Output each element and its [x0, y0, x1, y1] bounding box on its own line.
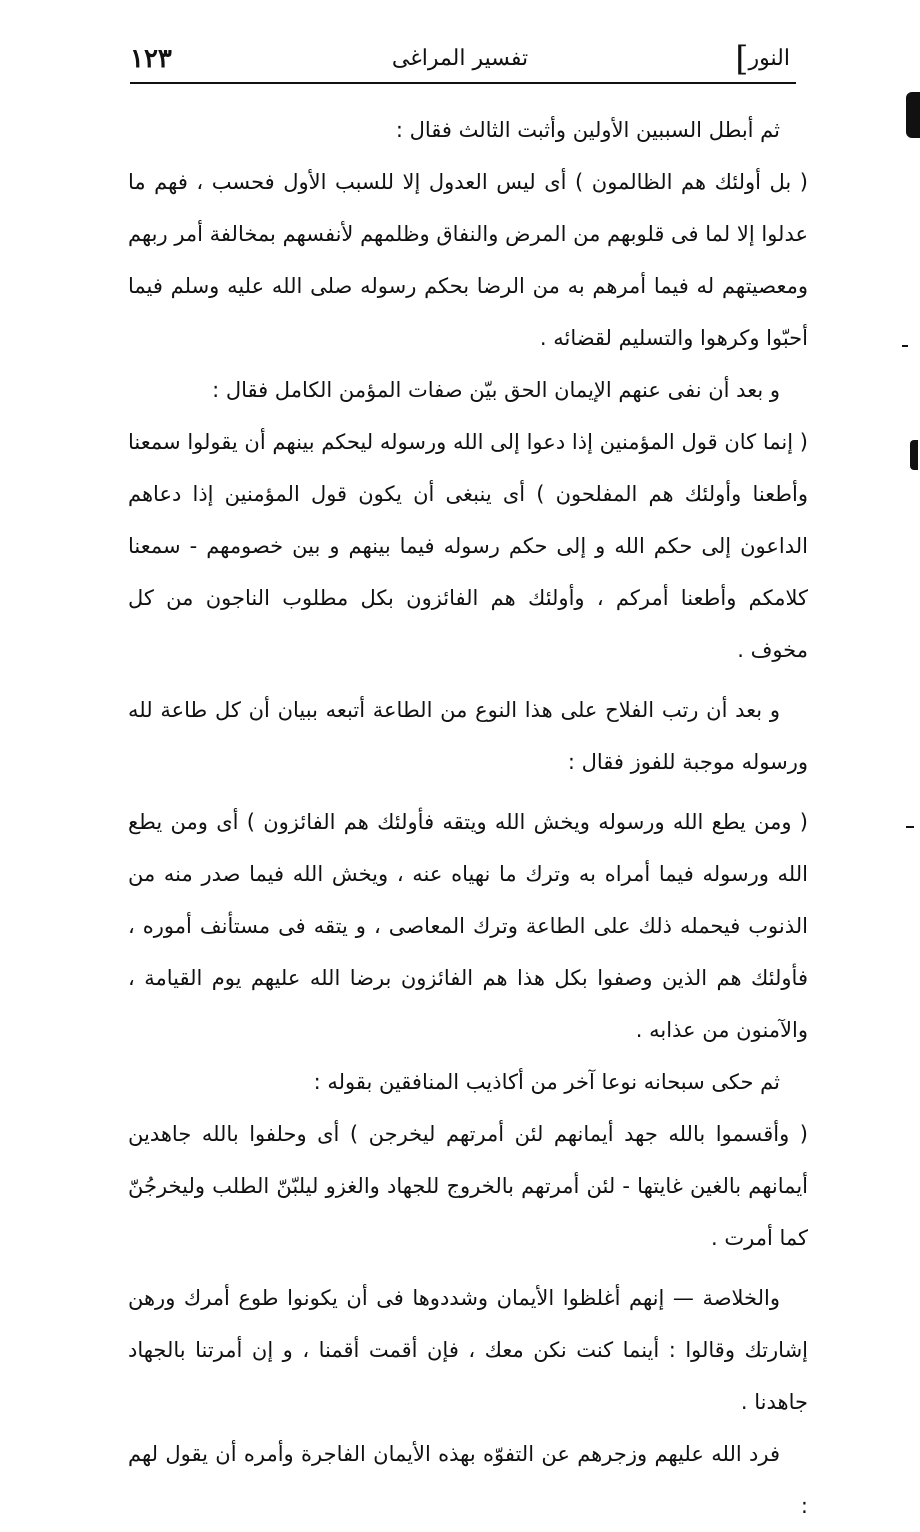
page-header	[130, 36, 790, 80]
paragraph: و بعد أن نفى عنهم الإيمان الحق بيّن صفات المؤمن الكامل فقال :	[212, 378, 780, 402]
page-body	[128, 104, 808, 1532]
paragraph: فرد الله عليهم وزجرهم عن التفوّه بهذه الأيمان الفاجرة وأمره أن يقول لهم :	[128, 1442, 808, 1518]
paragraph: ثم أبطل السببين الأولين وأثبت الثالث فقال :	[395, 118, 780, 142]
surah-name-group	[729, 39, 790, 79]
header-rule	[130, 82, 796, 84]
paragraph: ( بل أولئك هم الظالمون ) أى ليس العدول إلا للسبب الأول فحسب ، فهم ما عدلوا إلا لما فى قلوبهم من المرض والنفاق وظلمهم لأنفسهم بمخالفة أمر ربهم ومعصيتهم له فيما أمرهم به من الرضا بحكم رسوله صلى الله عليه وسلم فيما أحبّوا وكرهوا والتسليم لقضائه .	[128, 170, 808, 350]
paragraph: ( ومن يطع الله ورسوله ويخش الله ويتقه فأولئك هم الفائزون ) أى ومن يطع الله ورسوله فيما أمراه به وترك ما نهياه عنه ، ويخش الله فيما صدر منه من الذنوب فيحمله ذلك على الطاعة وترك المعاصى ، و يتقه فى مستأنف أموره ، فأولئك هم الذين وصفوا بكل هذا هم الفائزون برضا الله عليهم يوم القيامة ، والآمنون من عذابه .	[128, 810, 808, 1042]
book-title: تفسير المراغى	[391, 46, 529, 71]
scan-edge-mark	[906, 92, 920, 138]
paragraph: والخلاصة — إنهم أغلظوا الأيمان وشددوها فى أن يكونوا طوع أمرك ورهن إشارتك وقالوا : أينما كنت نكن معك ، فإن أقمت أقمنا ، و إن أمرتنا بالجهاد جاهدنا .	[128, 1286, 808, 1414]
surah-name: النور	[748, 46, 790, 71]
paragraph: ثم حكى سبحانه نوعا آخر من أكاذيب المنافقين بقوله :	[313, 1070, 780, 1094]
scan-edge-mark	[902, 345, 908, 347]
header-bracket: ]	[735, 39, 749, 79]
page-number: ١٢٣	[130, 44, 172, 74]
scan-edge-mark	[910, 440, 918, 470]
paragraph: و بعد أن رتب الفلاح على هذا النوع من الطاعة أتبعه ببيان أن كل طاعة لله ورسوله موجبة للفوز فقال :	[128, 698, 808, 774]
scan-edge-mark	[906, 826, 914, 828]
paragraph: ( وأقسموا بالله جهد أيمانهم لئن أمرتهم ليخرجن ) أى وحلفوا بالله جاهدين أيمانهم بالغين غايتها - لئن أمرتهم بالخروج للجهاد والغزو ليلبّنّ الطلب وليخرجُنّ كما أمرت .	[128, 1122, 808, 1250]
paragraph: ( إنما كان قول المؤمنين إذا دعوا إلى الله ورسوله ليحكم بينهم أن يقولوا سمعنا وأطعنا وأولئك هم المفلحون ) أى ينبغى أن يكون قول المؤمنين إذا دعاهم الداعون إلى حكم الله و إلى حكم رسوله فيما بينهم و بين خصومهم - سمعنا كلامكم وأطعنا أمركم ، وأولئك هم الفائزون بكل مطلوب الناجون من كل مخوف .	[128, 430, 808, 662]
